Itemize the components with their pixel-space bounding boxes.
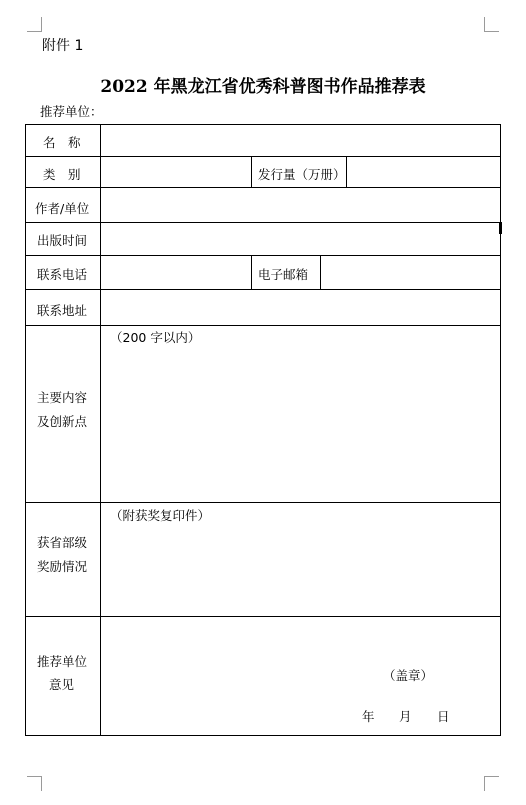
category-label: 类 别	[43, 167, 81, 182]
crop-mark-bottom-right	[484, 776, 499, 791]
phone-email-divider	[251, 255, 252, 289]
circulation-value-divider	[346, 156, 347, 187]
row-divider	[26, 289, 500, 290]
row-divider	[26, 502, 500, 503]
award-label-line2: 奖励情况	[37, 559, 88, 574]
page-title: 2022 年黑龙江省优秀科普图书作品推荐表	[100, 77, 426, 97]
content-hint: （200 字以内）	[110, 330, 201, 345]
row-divider	[26, 255, 500, 256]
publish-time-label: 出版时间	[37, 233, 88, 248]
circulation-label: 发行量（万册）	[258, 167, 346, 182]
award-hint: （附获奖复印件）	[110, 508, 211, 523]
content-label-line1: 主要内容	[37, 390, 88, 405]
row-divider	[26, 325, 500, 326]
crop-mark-bottom-left	[27, 776, 42, 791]
author-unit-label: 作者/单位	[35, 201, 90, 216]
row-divider	[26, 616, 500, 617]
row-divider	[26, 156, 500, 157]
row-divider	[26, 187, 500, 188]
date-month: 月	[399, 709, 412, 724]
phone-label: 联系电话	[37, 267, 88, 282]
content-label-line2: 及创新点	[37, 414, 88, 429]
recommending-unit-label: 推荐单位：	[40, 104, 103, 119]
address-label: 联系地址	[37, 303, 88, 318]
attachment-label: 附件 1	[42, 38, 84, 54]
award-label-line1: 获省部级	[37, 535, 88, 550]
date-year: 年	[362, 709, 375, 724]
category-circulation-divider	[251, 156, 252, 187]
opinion-label-line1: 推荐单位	[37, 654, 88, 669]
email-value-divider	[320, 255, 321, 289]
label-column-divider	[100, 125, 101, 735]
email-label: 电子邮箱	[258, 267, 309, 282]
name-label: 名 称	[43, 135, 81, 150]
crop-mark-top-left	[27, 17, 42, 32]
crop-mark-top-right	[484, 17, 499, 32]
opinion-label-line2: 意见	[49, 677, 75, 692]
row-divider	[26, 222, 500, 223]
recommendation-form-table	[25, 124, 501, 736]
seal-text: （盖章）	[383, 668, 434, 683]
date-day: 日	[437, 709, 450, 724]
